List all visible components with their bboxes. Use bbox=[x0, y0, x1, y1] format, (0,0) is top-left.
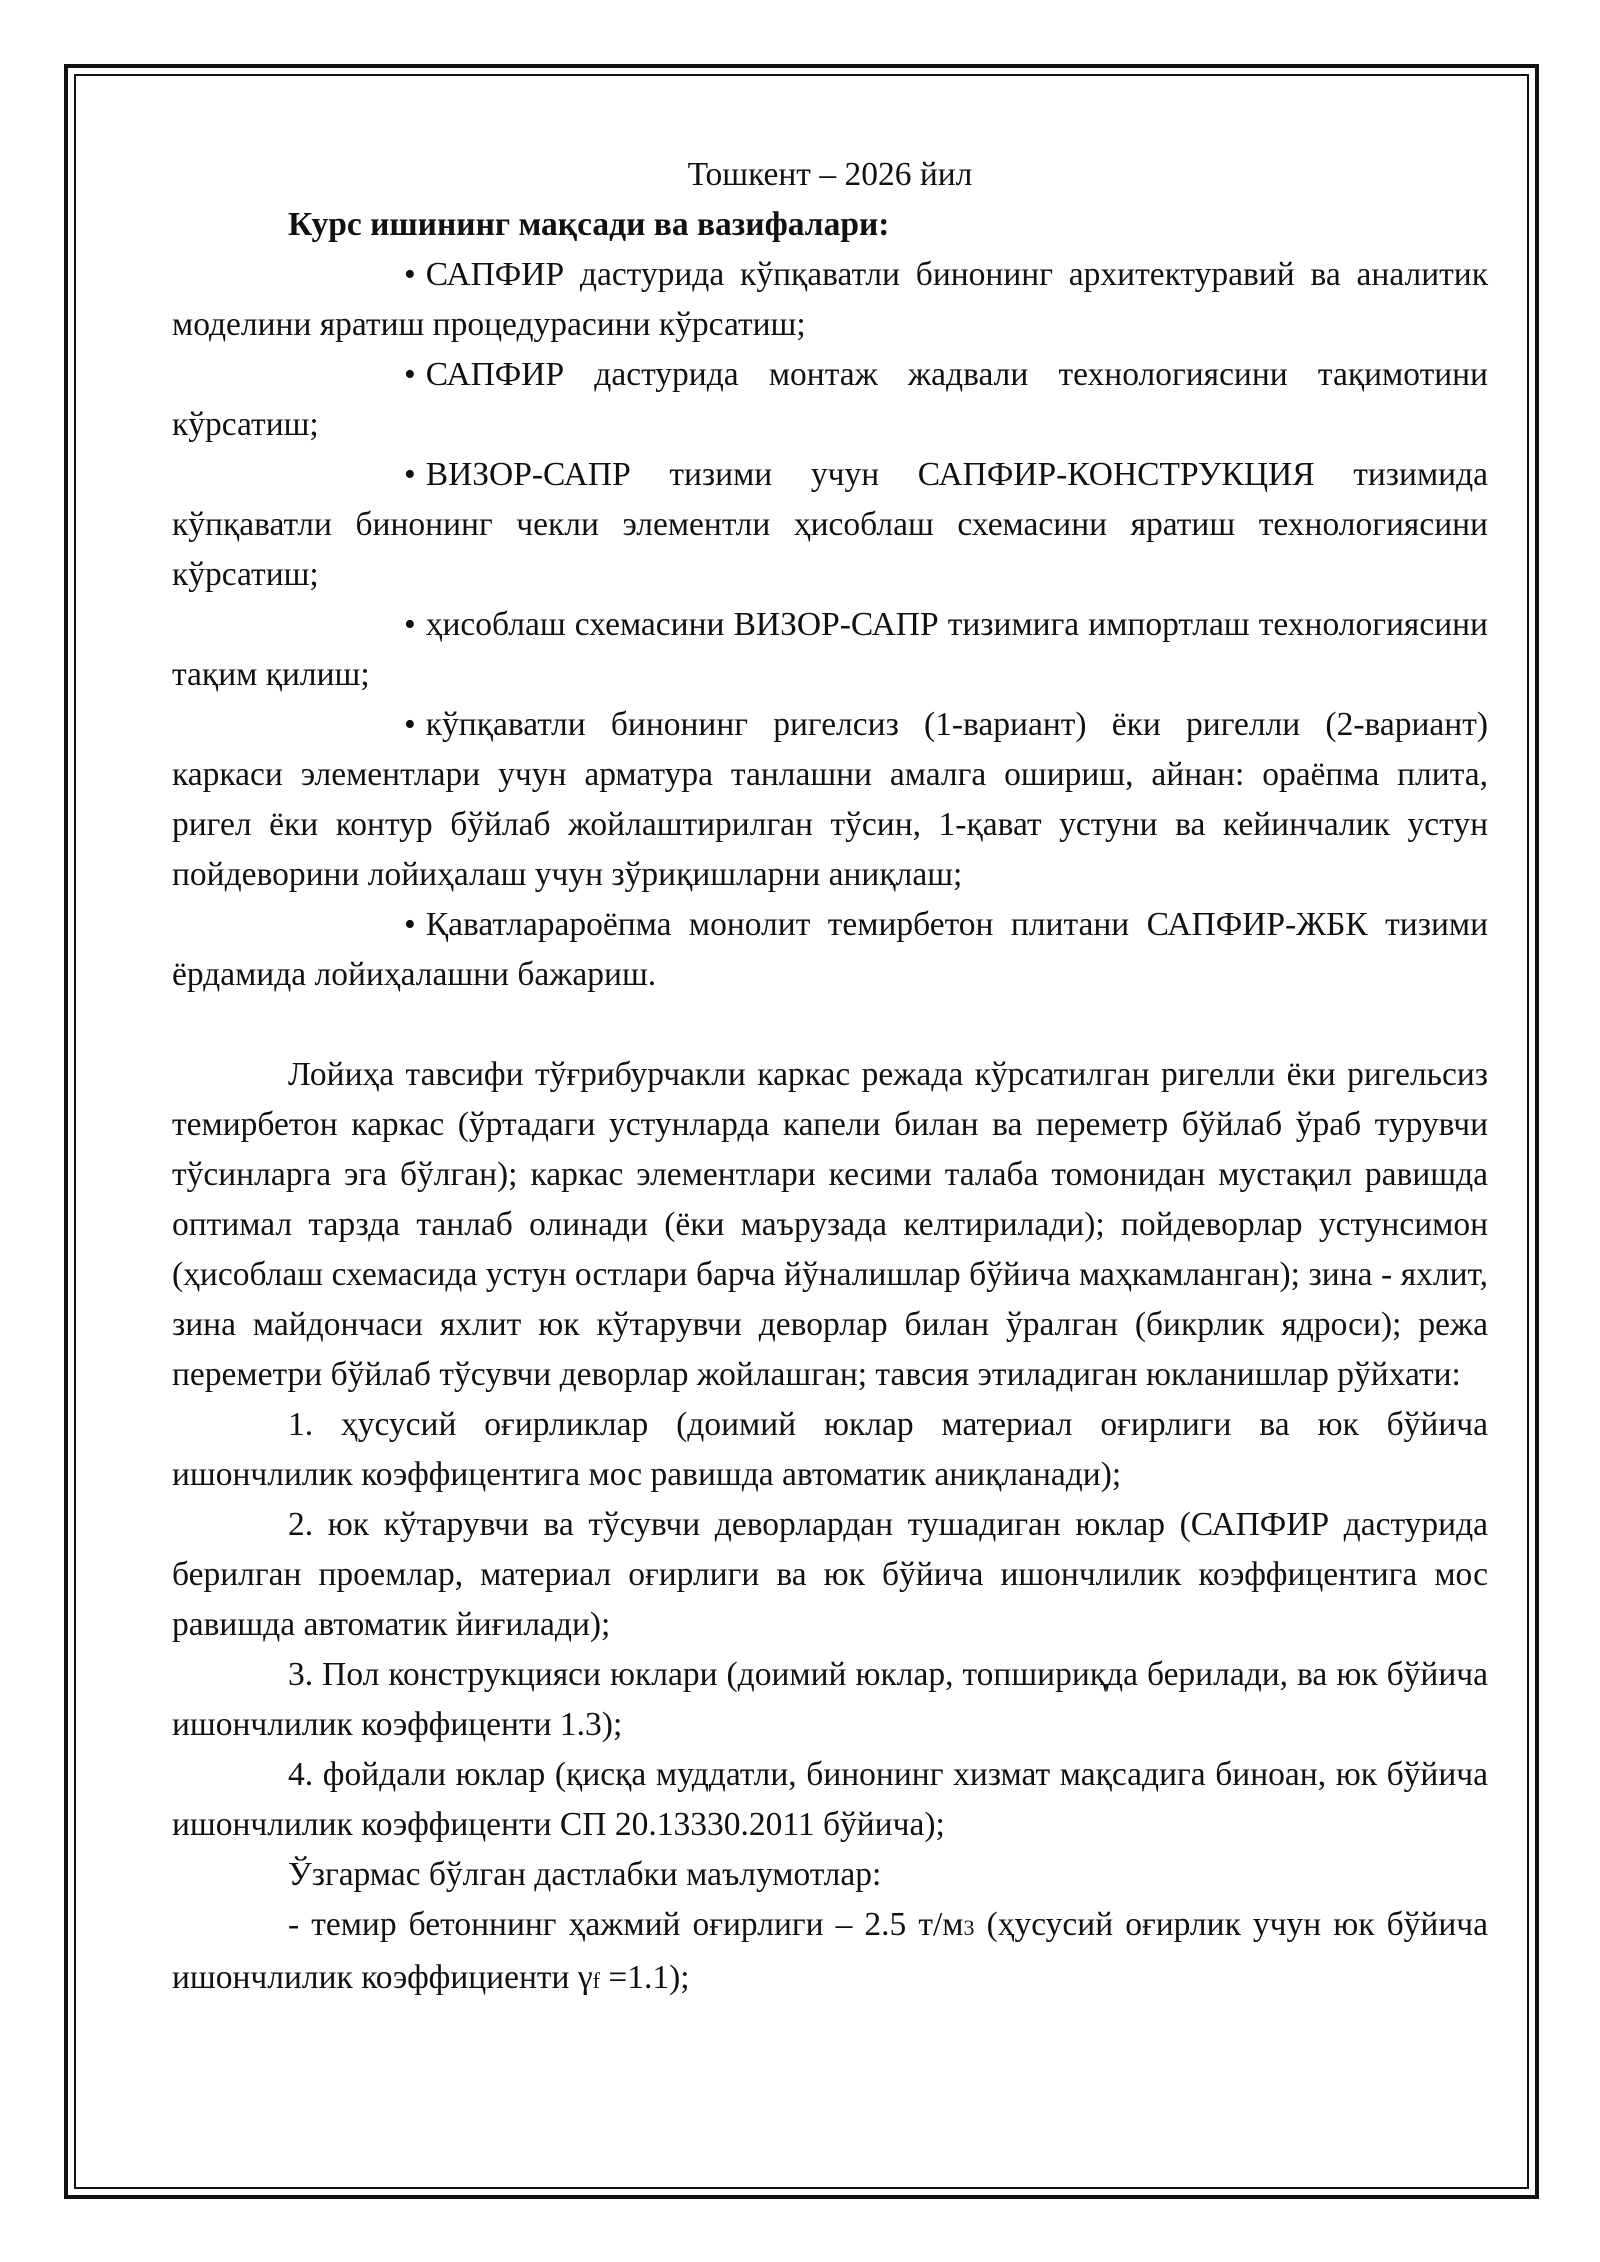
gamma-subscript: f bbox=[592, 1968, 600, 1993]
goal-text: ҳисоблаш схемасини ВИЗОР-САПР тизимига импортлаш технологиясини тақим қилиш; bbox=[172, 606, 1488, 693]
bullet-icon: • bbox=[404, 906, 416, 943]
goal-text: САПФИР дастурида кўпқаватли бинонинг архитектуравий ва аналитик моделини яратиш процедурасини кўрсатиш; bbox=[172, 256, 1488, 343]
load-item: 3. Пол конструкцияси юклари (доимий юклар, топшириқда берилади, ва юк бўйича ишончлилик коэффиценти 1.3); bbox=[172, 1656, 1488, 1743]
goal-text: САПФИР дастурида монтаж жадвали технологиясини тақимотини кўрсатиш; bbox=[172, 356, 1488, 443]
section-title: Курс ишининг мақсади ва вазифалари: bbox=[288, 206, 890, 243]
bullet-icon: • bbox=[404, 256, 416, 293]
constant-text-before: темир бетоннинг ҳажмий оғирлиги – 2.5 т/м bbox=[299, 1906, 964, 1943]
paragraph-spacer bbox=[172, 1000, 1488, 1050]
goal-text: Қаватларароёпма монолит темирбетон плитани САПФИР-ЖБК тизими ёрдамида лойиҳалашни бажариш. bbox=[172, 906, 1488, 993]
goal-item bbox=[172, 900, 1488, 1000]
goal-text: ВИЗОР-САПР тизими учун САПФИР-КОНСТРУКЦИЯ тизимида кўпқаватли бинонинг чекли элементли ҳисоблаш схемасини яратиш технологиясини кўрсатиш; bbox=[172, 456, 1488, 593]
unit-exponent: 3 bbox=[963, 1915, 975, 1940]
project-description: Лойиҳа тавсифи тўғрибурчакли каркас режада кўрсатилган ригелли ёки ригельсиз темирбетон каркас (ўртадаги устунларда капели билан ва переметр бўйлаб ўраб турувчи тўсинларга эга бўлган); каркас элементлари кесими талаба томонидан мустақил равишда оптимал тарзда танлаб олинади (ёки маърузада келтирилади); пойдеворлар устунсимон (ҳисоблаш схемасида устун остлари барча йўналишлар бўйича маҳкамланган); зина - яхлит, зина майдончаси яхлит юк кўтарувчи деворлар билан ўралган (бикрлик ядроси); режа переметри бўйлаб тўсувчи деворлар жойлашган; тавсия этиладиган юкланишлар рўйхати: bbox=[172, 1056, 1488, 1393]
document-page bbox=[172, 150, 1488, 2006]
dash-marker: - bbox=[288, 1906, 300, 1943]
load-item: 1. ҳусусий оғирликлар (доимий юклар материал оғирлиги ва юк бўйича ишончлилик коэффицентига мос равишда автоматик аниқланади); bbox=[172, 1406, 1488, 1493]
city-year-line: Тошкент – 2026 йил bbox=[687, 156, 973, 193]
constant-item bbox=[172, 1900, 1488, 2006]
constant-text-middle: (ҳусусий оғирлик учун юк бўйича ишончлилик коэффициенти γ bbox=[172, 1906, 1488, 1996]
load-item: 2. юк кўтарувчи ва тўсувчи деворлардан тушадиган юклар (САПФИР дастурида берилган проемлар, материал оғирлиги ва юк бўйича ишончлилик коэффицентига мос равишда автоматик йиғилади); bbox=[172, 1506, 1488, 1643]
bullet-icon: • bbox=[404, 456, 416, 493]
goal-item bbox=[172, 700, 1488, 900]
constants-heading: Ўзгармас бўлган дастлабки маълумотлар: bbox=[288, 1856, 882, 1893]
goal-item bbox=[172, 450, 1488, 600]
goal-item bbox=[172, 600, 1488, 700]
goal-text: кўпқаватли бинонинг ригелсиз (1-вариант) ёки ригелли (2-вариант) каркаси элементлари учун арматура танлашни амалга ошириш, айнан: ораёпма плита, ригел ёки контур бўйлаб жойлаштирилган тўсин, 1-қават устуни ва кейинчалик устун пойдеворини лойиҳалаш учун зўриқишларни аниқлаш; bbox=[172, 706, 1488, 893]
bullet-icon: • bbox=[404, 706, 416, 743]
goal-item bbox=[172, 350, 1488, 450]
constant-text-after: =1.1); bbox=[599, 1959, 690, 1996]
load-item: 4. фойдали юклар (қисқа муддатли, бинонинг хизмат мақсадига биноан, юк бўйича ишончлилик коэффиценти СП 20.13330.2011 бўйича); bbox=[172, 1756, 1488, 1843]
bullet-icon: • bbox=[404, 606, 416, 643]
goal-item bbox=[172, 250, 1488, 350]
bullet-icon: • bbox=[404, 356, 416, 393]
